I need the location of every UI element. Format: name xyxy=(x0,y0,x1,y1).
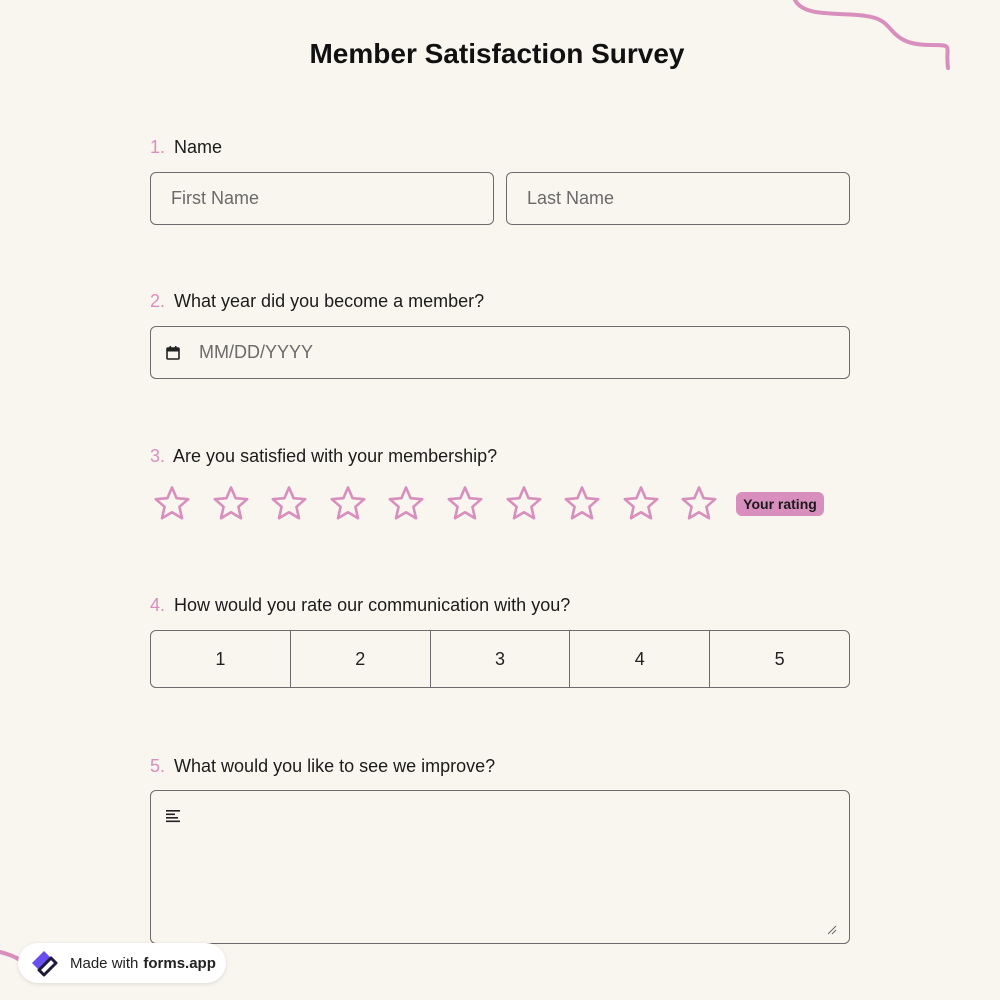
star-outline-icon[interactable] xyxy=(502,482,546,526)
question-4-text: How would you rate our communication with you? xyxy=(174,595,571,615)
last-name-input[interactable] xyxy=(507,173,849,224)
star-outline-icon[interactable] xyxy=(267,482,311,526)
question-3-number: 3. xyxy=(150,446,166,466)
improve-textarea-field[interactable] xyxy=(150,790,850,944)
star-outline-icon[interactable] xyxy=(209,482,253,526)
question-5-label xyxy=(150,756,495,777)
question-5-number: 5. xyxy=(150,756,166,776)
star-outline-icon[interactable] xyxy=(619,482,663,526)
star-outline-icon[interactable] xyxy=(443,482,487,526)
question-2-number: 2. xyxy=(150,291,166,311)
resize-handle-icon[interactable] xyxy=(827,925,837,935)
question-4-label xyxy=(150,595,570,616)
forms-app-logo-icon xyxy=(24,943,64,983)
scale-option-1[interactable]: 1 xyxy=(151,631,291,687)
scale-option-2[interactable]: 2 xyxy=(291,631,431,687)
question-1-label xyxy=(150,137,222,158)
star-outline-icon[interactable] xyxy=(150,482,194,526)
question-3-text: Are you satisfied with your membership? xyxy=(173,446,498,466)
calendar-icon xyxy=(165,345,181,361)
your-rating-badge: Your rating xyxy=(736,492,824,516)
improve-textarea[interactable] xyxy=(195,801,839,935)
form-title: Member Satisfaction Survey xyxy=(309,38,685,69)
question-2-text: What year did you become a member? xyxy=(174,291,485,311)
scale-option-5[interactable]: 5 xyxy=(774,648,785,669)
scale-option-3[interactable]: 3 xyxy=(431,631,571,687)
star-outline-icon[interactable] xyxy=(384,482,428,526)
communication-scale xyxy=(150,630,850,688)
last-name-field[interactable] xyxy=(506,172,850,225)
made-with-text: Made with xyxy=(70,954,139,972)
member-date-input[interactable] xyxy=(181,327,849,378)
star-outline-icon[interactable] xyxy=(326,482,370,526)
question-5-text: What would you like to see we improve? xyxy=(174,756,496,776)
question-2-label xyxy=(150,291,484,312)
star-rating xyxy=(150,482,736,526)
scale-option-4[interactable]: 4 xyxy=(570,631,710,687)
question-1-text: Name xyxy=(174,137,223,157)
made-with-badge[interactable] xyxy=(18,943,226,983)
text-lines-icon xyxy=(166,809,182,823)
star-outline-icon[interactable] xyxy=(677,482,721,526)
question-4-number: 4. xyxy=(150,595,166,615)
first-name-field[interactable] xyxy=(150,172,494,225)
question-1-number: 1. xyxy=(150,137,166,157)
star-outline-icon[interactable] xyxy=(560,482,604,526)
member-date-field[interactable] xyxy=(150,326,850,379)
brand-name: forms.app xyxy=(143,954,216,972)
first-name-input[interactable] xyxy=(151,173,493,224)
question-3-label xyxy=(150,446,497,467)
